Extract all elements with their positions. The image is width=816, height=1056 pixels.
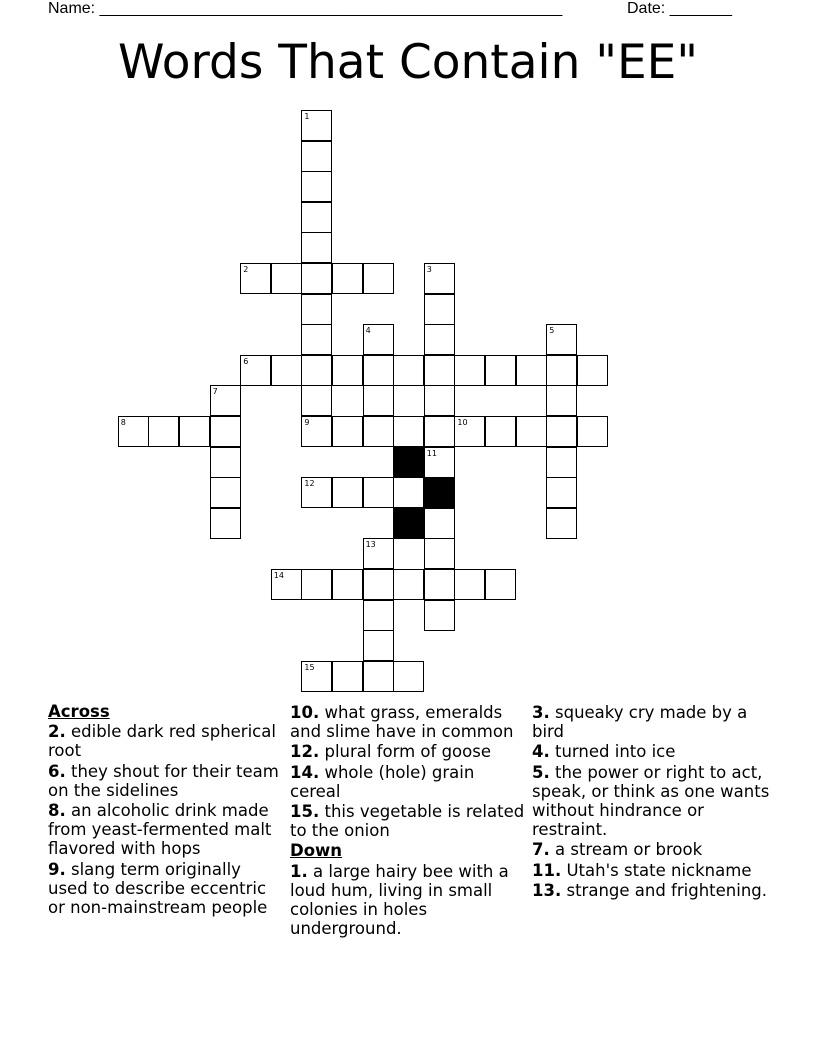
answer-cell[interactable] [301, 355, 332, 386]
clue-number: 15 [304, 662, 315, 672]
answer-cell[interactable] [363, 477, 394, 508]
clue-item [290, 703, 526, 741]
clue-number-label: 2. [48, 722, 66, 742]
clue-item [532, 742, 772, 761]
answer-cell[interactable] [301, 661, 332, 692]
clue-number-label: 14. [290, 762, 320, 782]
answer-cell[interactable] [546, 355, 577, 386]
clue-number-label: 6. [48, 761, 66, 781]
answer-cell[interactable] [577, 355, 608, 386]
clues-column-2 [290, 702, 526, 938]
across-heading: Across [48, 702, 110, 721]
across-clues-list-continued [290, 703, 526, 840]
down-clues-list [290, 862, 526, 939]
clue-number: 1 [304, 112, 310, 121]
clue-text: this vegetable is related to the onion [290, 802, 525, 841]
clue-item [48, 801, 284, 859]
answer-cell[interactable] [363, 569, 394, 600]
clue-item [532, 840, 772, 859]
clue-number-label: 13. [532, 880, 562, 900]
answer-cell[interactable] [546, 385, 577, 416]
answer-cell[interactable] [454, 355, 485, 386]
answer-cell[interactable] [485, 416, 516, 447]
answer-cell[interactable] [271, 263, 302, 294]
answer-cell[interactable] [424, 385, 455, 416]
clue-number-label: 8. [48, 801, 66, 821]
answer-cell[interactable] [332, 416, 363, 447]
name-line: Name: ____________________________________________________ [48, 0, 563, 17]
answer-cell[interactable] [546, 477, 577, 508]
clue-number: 12 [304, 479, 315, 489]
answer-cell[interactable] [393, 416, 424, 447]
answer-cell[interactable] [454, 569, 485, 600]
answer-cell[interactable] [424, 294, 455, 325]
clue-item [290, 763, 526, 801]
answer-cell[interactable] [424, 416, 455, 447]
answer-cell[interactable] [240, 355, 271, 386]
answer-cell[interactable] [301, 263, 332, 294]
clue-number: 5 [549, 326, 555, 336]
answer-cell[interactable] [424, 477, 455, 508]
answer-cell[interactable] [424, 263, 455, 294]
answer-cell[interactable] [240, 263, 271, 294]
answer-cell[interactable] [332, 477, 363, 508]
date-line: Date: _______ [627, 0, 732, 17]
clue-number-label: 10. [290, 703, 320, 722]
clue-number-label: 5. [532, 762, 550, 782]
answer-cell[interactable] [424, 569, 455, 600]
answer-cell[interactable] [271, 569, 302, 600]
answer-cell[interactable] [148, 416, 179, 447]
down-clues-list-continued [532, 703, 772, 900]
clue-number: 11 [426, 448, 437, 458]
answer-cell[interactable] [393, 569, 424, 600]
clue-text: the power or right to act, speak, or think as one wants without hindrance or restraint. [532, 762, 770, 840]
clue-number-label: 4. [532, 742, 550, 762]
answer-cell[interactable] [454, 416, 485, 447]
clue-number-label: 12. [290, 742, 320, 762]
clue-number: 6 [243, 356, 249, 366]
answer-cell[interactable] [363, 324, 394, 355]
answer-cell[interactable] [301, 171, 332, 202]
answer-cell[interactable] [301, 324, 332, 355]
clue-text: a large hairy bee with a loud hum, living in small colonies in holes underground. [290, 861, 509, 939]
clue-number: 8 [120, 418, 126, 427]
answer-cell[interactable] [424, 355, 455, 386]
clue-text: slang term originally used to describe eccentric or non-mainstream people [48, 859, 268, 918]
across-clues-list [48, 722, 284, 917]
answer-cell[interactable] [332, 569, 363, 600]
clue-item [290, 862, 526, 939]
answer-cell[interactable] [301, 385, 332, 416]
answer-cell[interactable] [210, 385, 241, 416]
answer-cell[interactable] [363, 385, 394, 416]
clues-column-3 [532, 702, 772, 900]
clue-number: 13 [365, 540, 376, 550]
answer-cell[interactable] [210, 416, 241, 447]
answer-cell[interactable] [485, 355, 516, 386]
answer-cell[interactable] [301, 202, 332, 233]
clue-number: 4 [365, 326, 371, 336]
clue-item [532, 763, 772, 840]
answer-cell[interactable] [363, 355, 394, 386]
clue-item [532, 861, 772, 880]
clue-number: 3 [426, 265, 432, 274]
answer-cell[interactable] [332, 263, 363, 294]
answer-cell[interactable] [301, 232, 332, 263]
answer-cell[interactable] [332, 355, 363, 386]
down-heading: Down [290, 841, 343, 861]
answer-cell[interactable] [577, 416, 608, 447]
clue-text: an alcoholic drink made from yeast-fermented malt flavored with hops [48, 801, 272, 859]
clue-text: a stream or brook [549, 840, 703, 860]
clue-item [48, 762, 284, 800]
clue-number: 2 [243, 265, 249, 274]
clue-text: squeaky cry made by a bird [532, 703, 748, 742]
answer-cell[interactable] [393, 355, 424, 386]
clue-number-label: 11. [532, 860, 562, 880]
answer-cell[interactable] [393, 661, 424, 692]
answer-cell[interactable] [363, 630, 394, 661]
answer-cell[interactable] [516, 416, 547, 447]
clue-item [532, 703, 772, 741]
answer-cell[interactable] [424, 508, 455, 539]
answer-cell[interactable] [179, 416, 210, 447]
clue-number-label: 9. [48, 859, 66, 879]
clue-item [48, 722, 284, 760]
clue-item [532, 881, 772, 900]
clue-item [48, 860, 284, 918]
clue-number-label: 7. [532, 840, 550, 860]
answer-cell[interactable] [363, 263, 394, 294]
clue-text: they shout for their team on the sidelines [48, 761, 279, 800]
answer-cell[interactable] [210, 508, 241, 539]
answer-cell[interactable] [301, 569, 332, 600]
answer-cell[interactable] [301, 141, 332, 172]
answer-cell[interactable] [516, 355, 547, 386]
clue-text: turned into ice [549, 742, 676, 762]
answer-cell[interactable] [210, 447, 241, 478]
answer-cell[interactable] [301, 294, 332, 325]
answer-cell[interactable] [546, 508, 577, 539]
answer-cell[interactable] [485, 569, 516, 600]
clue-text: Utah's state nickname [561, 860, 752, 880]
answer-cell[interactable] [424, 324, 455, 355]
answer-cell[interactable] [424, 538, 455, 569]
answer-cell[interactable] [546, 324, 577, 355]
clue-text: what grass, emeralds and slime have in common [290, 703, 514, 742]
answer-cell[interactable] [332, 661, 363, 692]
puzzle-title: Words That Contain "EE" [118, 35, 698, 90]
answer-cell[interactable] [301, 477, 332, 508]
answer-cell[interactable] [271, 355, 302, 386]
answer-cell[interactable] [301, 110, 332, 141]
clue-number: 7 [212, 387, 218, 397]
clue-text: strange and frightening. [561, 880, 768, 900]
clue-text: plural form of goose [319, 742, 491, 762]
clue-number-label: 15. [290, 802, 320, 822]
answer-cell[interactable] [424, 600, 455, 631]
clues-column-1 [48, 702, 284, 917]
block-cell [393, 508, 424, 539]
answer-cell[interactable] [546, 447, 577, 478]
answer-cell[interactable] [393, 477, 424, 508]
answer-cell[interactable] [546, 416, 577, 447]
answer-cell[interactable] [118, 416, 149, 447]
clue-number-label: 3. [532, 703, 550, 722]
answer-cell[interactable] [210, 477, 241, 508]
clue-number: 14 [273, 571, 284, 580]
clue-text: whole (hole) grain cereal [290, 762, 475, 801]
answer-cell[interactable] [363, 538, 394, 569]
answer-cell[interactable] [424, 447, 455, 478]
answer-cell[interactable] [301, 416, 332, 447]
clue-text: edible dark red spherical root [48, 722, 276, 761]
clue-item [290, 742, 526, 761]
answer-cell[interactable] [363, 416, 394, 447]
clue-number: 10 [457, 418, 468, 427]
clue-item [290, 802, 526, 840]
block-cell [393, 447, 424, 478]
answer-cell[interactable] [363, 600, 394, 631]
clue-number: 9 [304, 418, 310, 427]
clue-number-label: 1. [290, 861, 308, 881]
answer-cell[interactable] [363, 661, 394, 692]
